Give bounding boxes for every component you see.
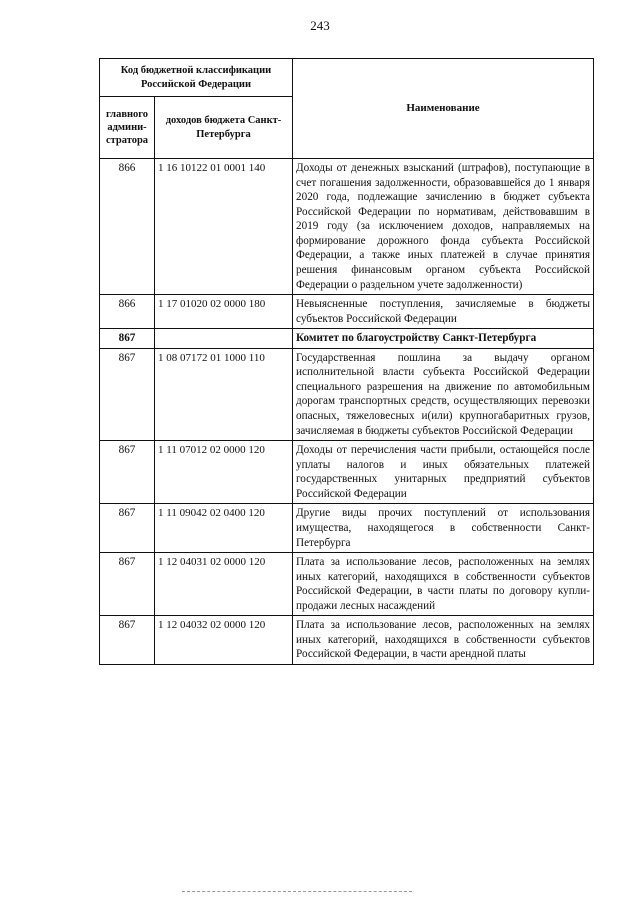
income-code-cell [155,329,293,349]
table-row [100,616,594,665]
header-admin: главного админи-стратора [100,97,155,159]
admin-code-cell: 867 [100,348,155,440]
admin-code-cell: 866 [100,295,155,329]
table-row [100,441,594,504]
table-row [100,329,594,349]
description-cell: Невыясненные поступления, зачисляемые в бюджеты субъектов Российской Федерации [293,295,594,329]
page-number: 243 [310,18,330,33]
table-body [100,159,594,665]
admin-code-cell: 867 [100,329,155,349]
header-budget-code: Код бюджетной классификации Российской Федерации [100,59,293,97]
table-row [100,348,594,440]
footer-marks [182,891,412,895]
admin-code-cell: 867 [100,441,155,504]
description-cell: Доходы от перечисления части прибыли, остающейся после уплаты налогов и иных обязательных платежей государственных унитарных предприятий субъектов Российской Федерации [293,441,594,504]
table-row [100,553,594,616]
table-row [100,504,594,553]
description-cell: Доходы от денежных взысканий (штрафов), поступающие в счет погашения задолженности, образовавшейся до 1 января 2020 года, подлежащие зачислению в бюджет субъекта Российской Федерации по нормативам, действовавшим в 2019 году (за исключением доходов, направляемых на формирование дорожного фонда субъекта Российской Федерации, а также иных платежей в случае принятия решения финансовым органом субъекта Российской Федерации о раздельном учете задолженности) [293,159,594,295]
income-code-cell: 1 11 09042 02 0400 120 [155,504,293,553]
admin-code-cell: 867 [100,616,155,665]
income-code-cell: 1 12 04031 02 0000 120 [155,553,293,616]
table-row [100,295,594,329]
description-cell: Плата за использование лесов, расположенных на землях иных категорий, находящихся в собственности субъектов Российской Федерации, в части арендной платы [293,616,594,665]
admin-code-cell: 867 [100,504,155,553]
admin-code-cell: 867 [100,553,155,616]
header-name: Наименование [293,59,594,159]
table-header [100,59,594,159]
budget-classification-table [99,58,594,665]
income-code-cell: 1 12 04032 02 0000 120 [155,616,293,665]
description-cell: Плата за использование лесов, расположенных на землях иных категорий, находящихся в собственности субъектов Российской Федерации, в части платы по договору купли-продажи лесных насаждений [293,553,594,616]
income-code-cell: 1 16 10122 01 0001 140 [155,159,293,295]
table-row [100,159,594,295]
header-income: доходов бюджета Санкт-Петербурга [155,97,293,159]
income-code-cell: 1 11 07012 02 0000 120 [155,441,293,504]
description-cell: Комитет по благоустройству Санкт-Петербурга [293,329,594,349]
description-cell: Другие виды прочих поступлений от использования имущества, находящегося в собственности Санкт-Петербурга [293,504,594,553]
income-code-cell: 1 08 07172 01 1000 110 [155,348,293,440]
description-cell: Государственная пошлина за выдачу органом исполнительной власти субъекта Российской Федерации специального разрешения на движение по автомобильным дорогам транспортных средств, осуществляющих перевозки опасных, тяжеловесных и(или) крупногабаритных грузов, зачисляемая в бюджеты субъектов Российской Федерации [293,348,594,440]
admin-code-cell: 866 [100,159,155,295]
income-code-cell: 1 17 01020 02 0000 180 [155,295,293,329]
